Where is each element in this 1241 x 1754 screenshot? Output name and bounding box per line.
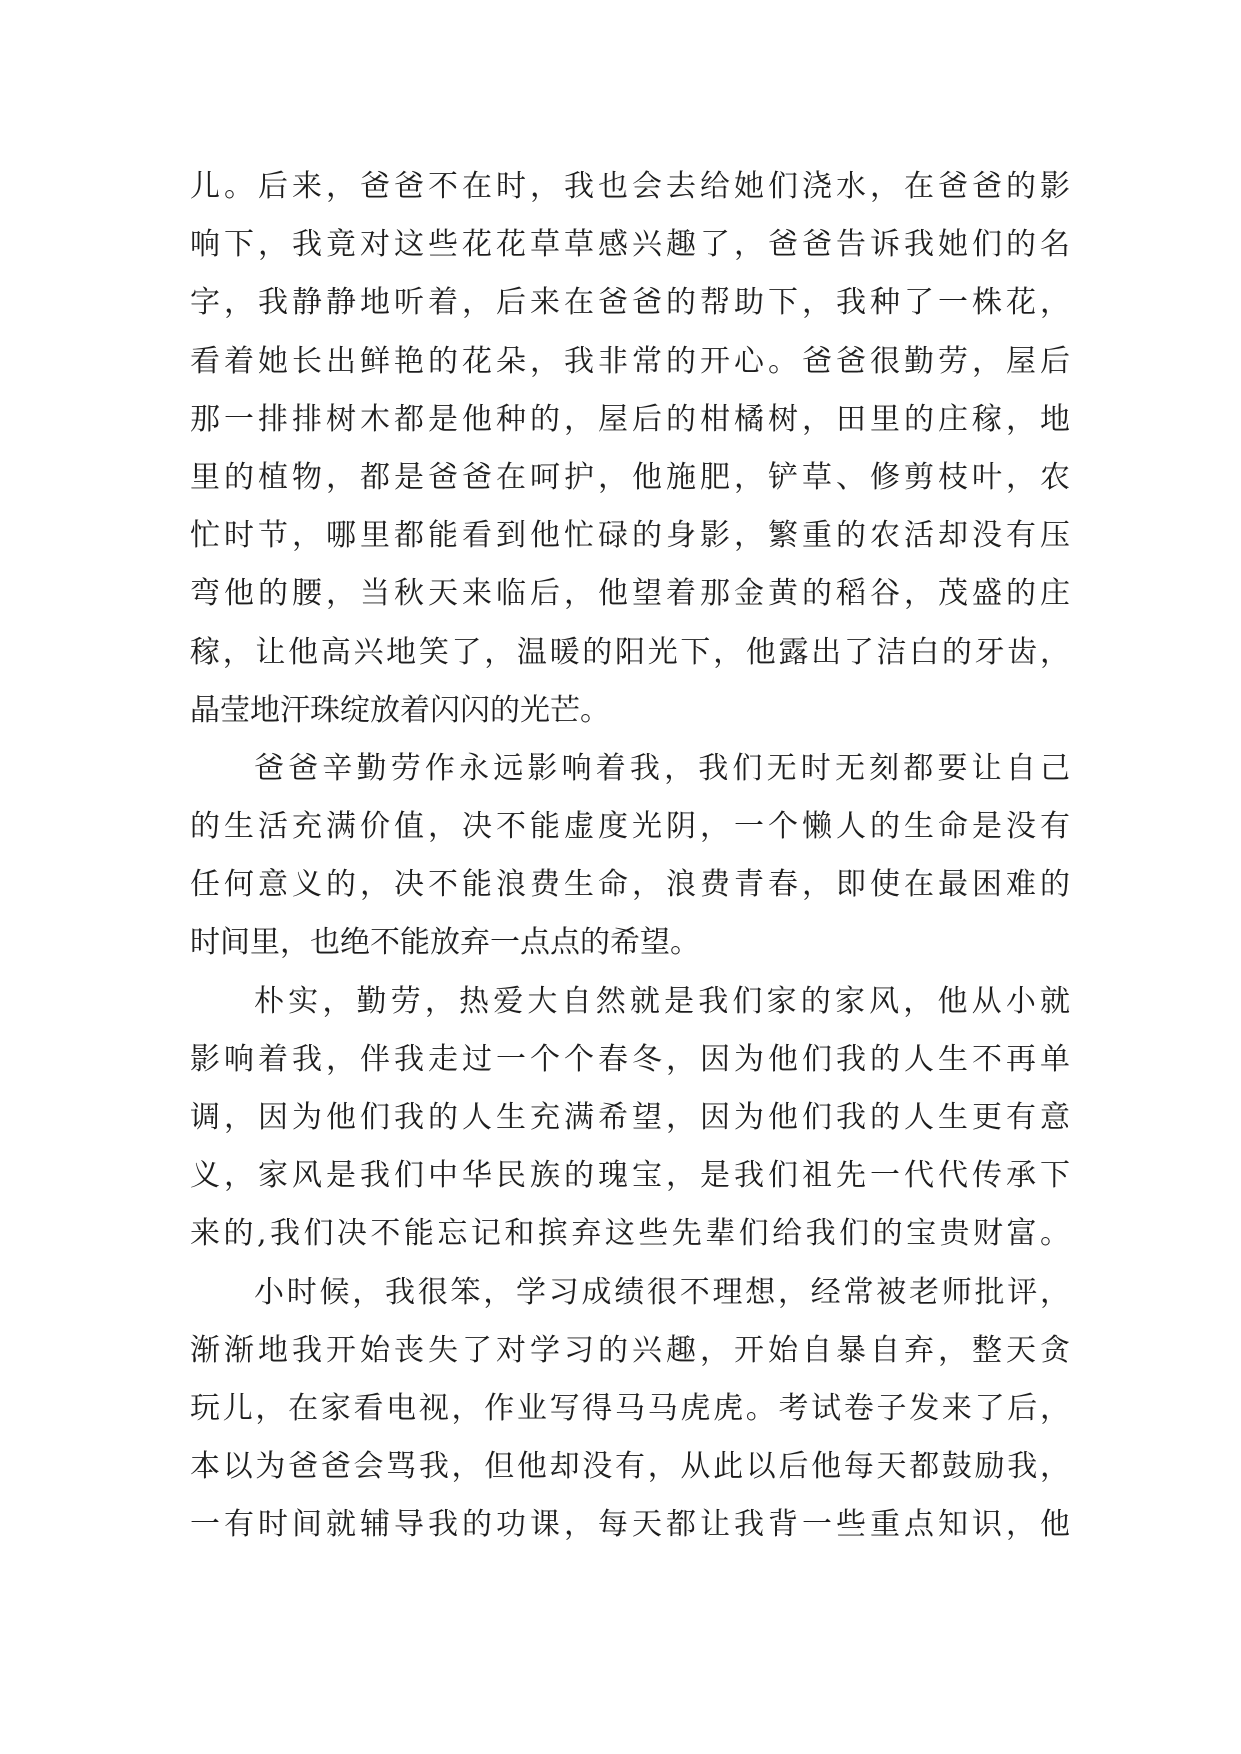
paragraph-first-line: 朴实，勤劳，热爱大自然就是我们家的家风，他从小就	[254, 983, 1070, 1019]
text-line: 弯他的腰，当秋天来临后，他望着那金黄的稻谷，茂盛的庄	[190, 576, 1070, 612]
text-line: 的生活充满价值，决不能虚度光阴，一个懒人的生命是没有	[190, 809, 1070, 845]
paragraph-first-line: 小时候，我很笨，学习成绩很不理想，经常被老师批评，	[254, 1274, 1070, 1310]
text-line: 里的植物，都是爸爸在呵护，他施肥，铲草、修剪枝叶，农	[190, 459, 1070, 495]
text-line: 看着她长出鲜艳的花朵，我非常的开心。爸爸很勤劳，屋后	[190, 343, 1070, 379]
text-line: 本以为爸爸会骂我，但他却没有，从此以后他每天都鼓励我，	[190, 1449, 1070, 1485]
text-line: 影响着我，伴我走过一个个春冬，因为他们我的人生不再单	[190, 1041, 1070, 1077]
text-line: 那一排排树木都是他种的，屋后的柑橘树，田里的庄稼，地	[190, 401, 1070, 437]
text-line: 玩儿，在家看电视，作业写得马马虎虎。考试卷子发来了后，	[190, 1390, 1070, 1426]
text-line: 任何意义的，决不能浪费生命，浪费青春，即使在最困难的	[190, 867, 1070, 903]
text-line: 调，因为他们我的人生充满希望，因为他们我的人生更有意	[190, 1100, 1070, 1135]
text-line: 响下，我竟对这些花花草草感兴趣了，爸爸告诉我她们的名	[190, 227, 1070, 263]
body-text	[190, 158, 1070, 1555]
text-line: 义，家风是我们中华民族的瑰宝，是我们祖先一代代传承下	[190, 1158, 1070, 1194]
text-line: 时间里，也绝不能放弃一点点的希望。	[190, 925, 700, 961]
text-line: 来的,我们决不能忘记和摈弃这些先辈们给我们的宝贵财富。	[190, 1216, 1070, 1252]
paragraph-first-line: 爸爸辛勤劳作永远影响着我，我们无时无刻都要让自己	[254, 750, 1070, 786]
text-line: 忙时节，哪里都能看到他忙碌的身影，繁重的农活却没有压	[190, 518, 1070, 554]
text-line: 晶莹地汗珠绽放着闪闪的光芒。	[190, 692, 610, 728]
text-line: 一有时间就辅导我的功课，每天都让我背一些重点知识，他	[190, 1507, 1070, 1543]
text-line: 渐渐地我开始丧失了对学习的兴趣，开始自暴自弃，整天贪	[190, 1332, 1070, 1368]
text-line: 字，我静静地听着，后来在爸爸的帮助下，我种了一株花，	[190, 285, 1070, 321]
text-line: 儿。后来，爸爸不在时，我也会去给她们浇水，在爸爸的影	[190, 169, 1070, 204]
text-line: 稼，让他高兴地笑了，温暖的阳光下，他露出了洁白的牙齿，	[190, 634, 1070, 670]
